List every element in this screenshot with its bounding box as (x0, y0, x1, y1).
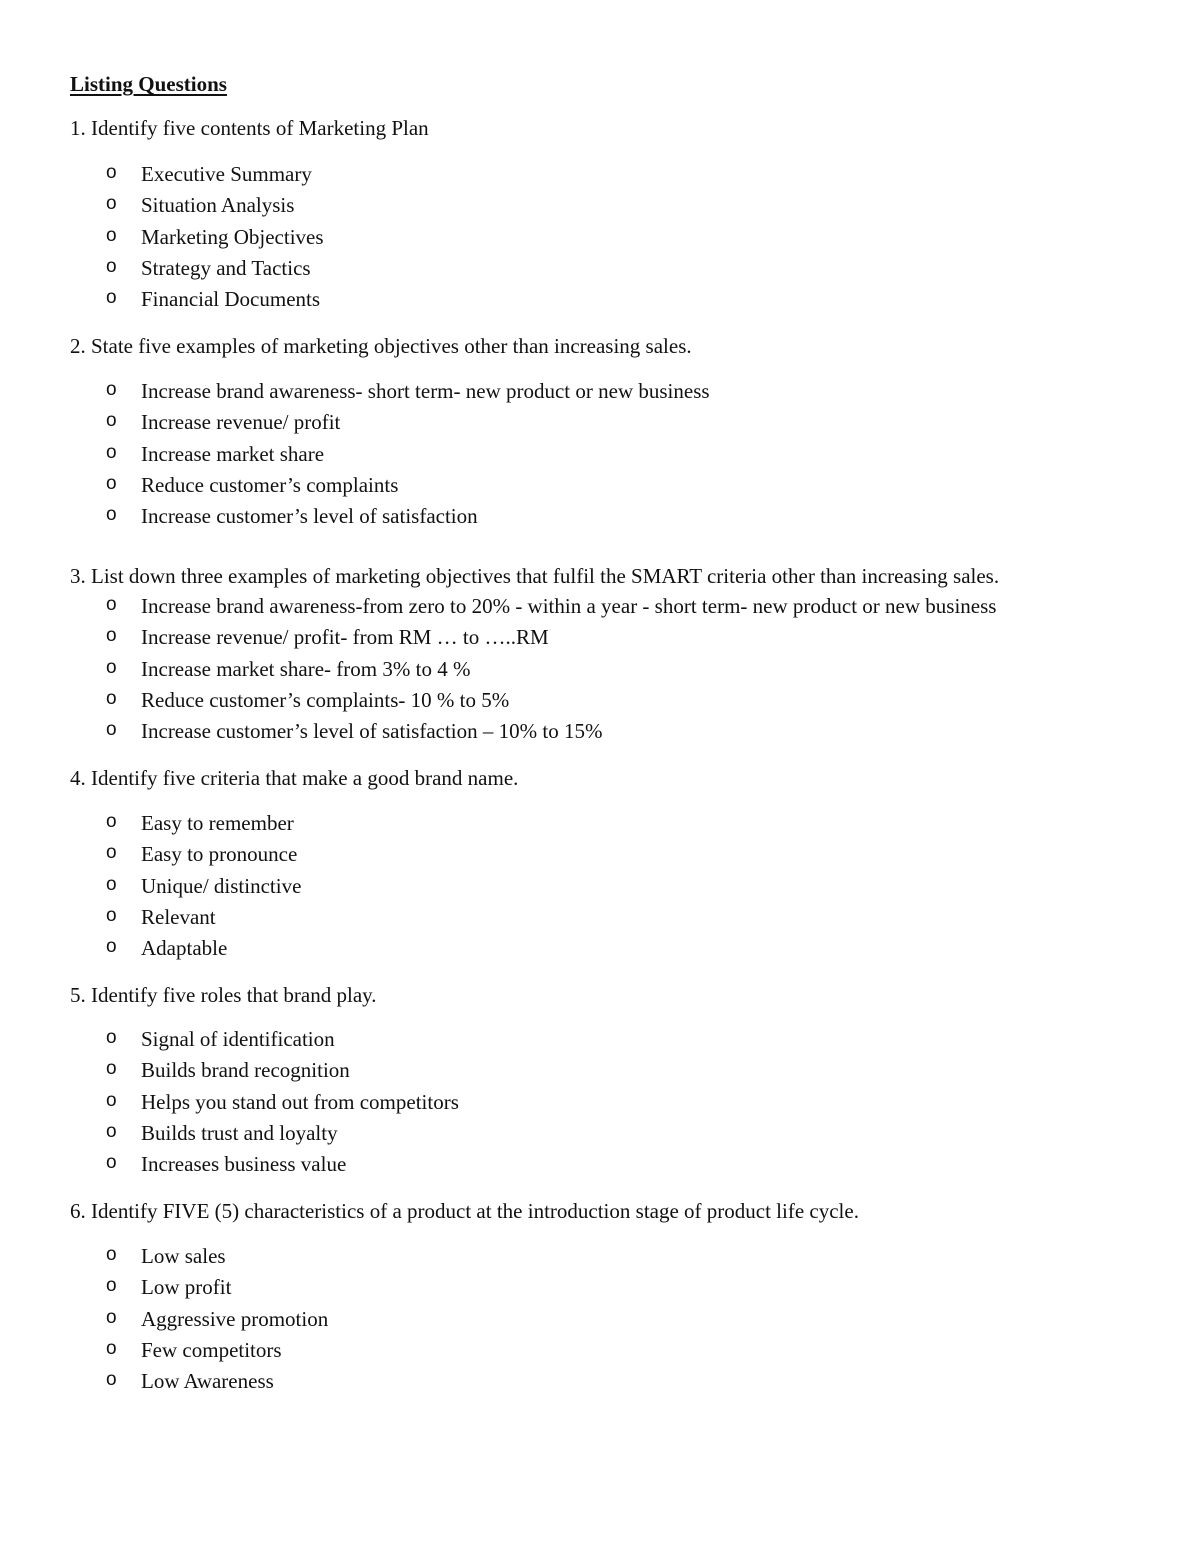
bullet-icon: o (106, 687, 117, 709)
bullet-icon: o (106, 1275, 117, 1297)
bullet-icon: o (106, 936, 117, 958)
bullet-icon: o (106, 162, 117, 183)
bullet-icon: o (106, 224, 117, 246)
question-3: 3. List down three examples of marketing objectives that fulfil the SMART criteria other than increasing sales. (70, 564, 1000, 588)
document-title: Listing Questions (70, 72, 227, 96)
bullet-icon: o (106, 719, 117, 741)
bullet-icon: o (106, 625, 117, 647)
bullet-icon: o (106, 1152, 117, 1174)
question-2: 2. State five examples of marketing objectives other than increasing sales. (70, 334, 692, 358)
bullet-icon: o (106, 1027, 117, 1048)
bullet-icon: o (106, 811, 117, 832)
bullet-icon: o (106, 193, 117, 215)
bullet-icon: o (106, 1089, 117, 1111)
bullet-icon: o (106, 1369, 117, 1391)
bullet-icon: o (106, 656, 117, 678)
bullet-icon: o (106, 1120, 117, 1142)
bullet-icon: o (106, 504, 117, 526)
bullet-icon: o (106, 904, 117, 926)
bullet-icon: o (106, 287, 117, 309)
bullet-icon: o (106, 410, 117, 432)
bullet-icon: o (106, 1337, 117, 1359)
bullet-icon: o (106, 1244, 117, 1265)
bullet-icon: o (106, 1306, 117, 1328)
bullet-icon: o (106, 873, 117, 895)
question-1: 1. Identify five contents of Marketing Plan (70, 116, 429, 140)
question-6: 6. Identify FIVE (5) characteristics of a product at the introduction stage of product life cycle. (70, 1199, 859, 1223)
bullet-icon: o (106, 842, 117, 864)
bullet-icon: o (106, 594, 117, 615)
bullet-icon: o (106, 379, 117, 400)
question-5: 5. Identify five roles that brand play. (70, 983, 377, 1007)
bullet-icon: o (106, 441, 117, 463)
bullet-icon: o (106, 472, 117, 494)
question-4: 4. Identify five criteria that make a good brand name. (70, 766, 519, 790)
bullet-icon: o (106, 1058, 117, 1080)
bullet-icon: o (106, 255, 117, 277)
